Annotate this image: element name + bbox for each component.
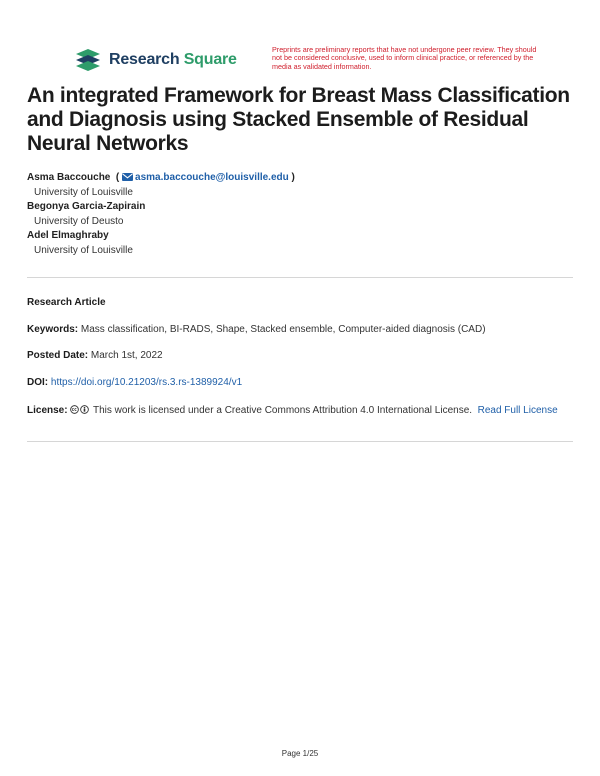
author-affiliation: University of Louisville <box>34 187 133 198</box>
author-name: Adel Elmaghraby <box>27 230 109 241</box>
article-type: Research Article <box>27 297 106 308</box>
doi-label: DOI: <box>27 377 49 388</box>
author-email[interactable]: asma.baccouche@louisville.edu <box>135 172 289 183</box>
license-text: This work is licensed under a Creative Commons Attribution 4.0 International License. <box>92 405 473 416</box>
author-name: Asma Baccouche <box>27 172 111 183</box>
author-entry: Asma Baccouche ( asma.baccouche@louisville.edu ) University of Louisville <box>27 172 295 198</box>
author-affiliation: University of Louisville <box>34 245 133 256</box>
license-label: License: <box>27 405 68 416</box>
logo-text <box>109 51 237 69</box>
doi-line <box>27 376 242 390</box>
research-square-logo-icon <box>73 48 103 72</box>
divider <box>27 277 573 278</box>
author-entry <box>27 200 295 229</box>
posted-date-value: March 1st, 2022 <box>90 350 163 361</box>
keywords-line <box>27 323 486 337</box>
divider <box>27 441 573 442</box>
preprint-notice: Preprints are preliminary reports that have not undergone peer review. They should not be considered conclusive, used to inform clinical practice, or referenced by the media as validated information. <box>272 45 537 71</box>
attribution-icon <box>80 405 89 414</box>
logo-word-research: Research <box>109 51 180 68</box>
logo-word-square: Square <box>183 51 237 68</box>
license-line <box>27 404 573 418</box>
author-list <box>27 171 295 258</box>
author-entry <box>27 229 295 258</box>
author-email-link[interactable] <box>122 172 291 183</box>
doi-link[interactable]: https://doi.org/10.21203/rs.3.rs-1389924/v1 <box>50 377 243 388</box>
author-name: Begonya Garcia-Zapirain <box>27 201 146 212</box>
author-affiliation: University of Deusto <box>34 216 124 227</box>
keywords-value: Mass classification, BI-RADS, Shape, Stacked ensemble, Computer-aided diagnosis (CAD) <box>80 324 486 335</box>
creative-commons-icon <box>70 405 79 414</box>
page-number: Page 1/25 <box>281 749 319 758</box>
read-full-license-link[interactable]: Read Full License <box>477 405 558 416</box>
research-square-logo[interactable] <box>73 48 237 72</box>
posted-date-label: Posted Date: <box>27 350 89 361</box>
keywords-label: Keywords: <box>27 324 79 335</box>
posted-date-line <box>27 349 163 363</box>
envelope-icon <box>122 173 133 181</box>
paper-title: An integrated Framework for Breast Mass Classification and Diagnosis using Stacked Ensemble of Residual Neural Networks <box>27 84 570 155</box>
